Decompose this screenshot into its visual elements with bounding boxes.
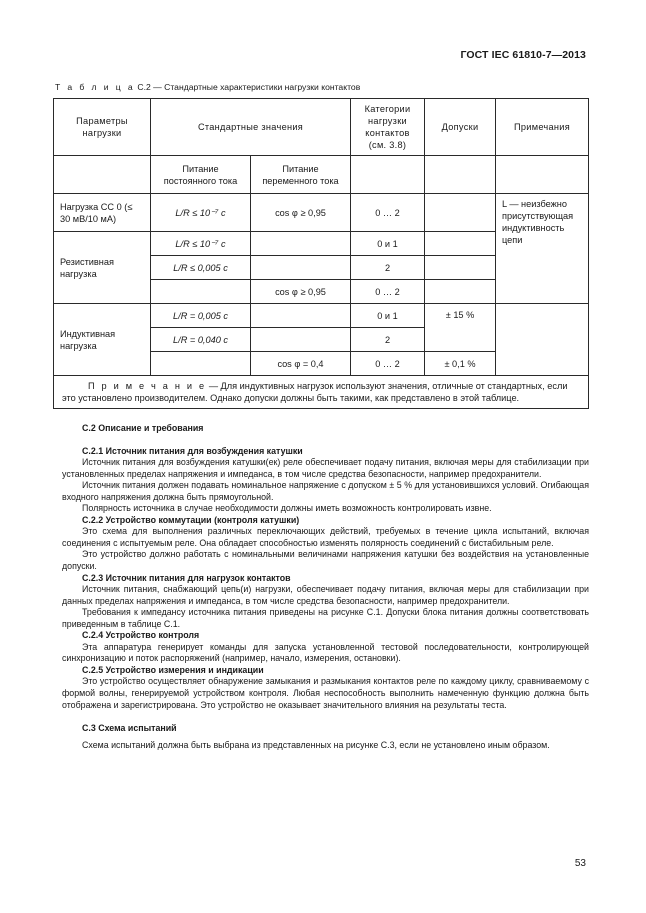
section-c25-title: С.2.5 Устройство измерения и индикации [82, 664, 264, 675]
cell-r7-ac: cos φ = 0,4 [251, 352, 351, 376]
cell-r7-tol: ± 0,1 % [425, 352, 496, 376]
cell-r6-cat: 2 [351, 328, 425, 352]
standard-header: ГОСТ IEC 61810-7—2013 [460, 49, 586, 61]
section-c24-title: С.2.4 Устройство контроля [82, 630, 200, 641]
document-body [62, 423, 589, 751]
table-row [54, 194, 589, 232]
header-categories: Категории нагрузки контактов (см. 3.8) [351, 99, 425, 156]
paragraph: Это устройство должно работать с номинальными величинами напряжения катушки без воздействия на установленные допуски. [62, 549, 589, 572]
cell-r6-dc: L/R = 0,040 с [151, 328, 251, 352]
paragraph: Источник питания, снабжающий цепь(и) нагрузки, обеспечивает подачу питания, включая меры для стабилизации при данных пределах напряжения и импеданса, в том числе средства безопасности, например предохранители. [62, 584, 589, 606]
paragraph: Эта аппаратура генерирует команды для запуска установленной тестовой последовательности, контролирующей синхронизацию и поток распоряжений (например, начало, измерения, остановки). [62, 641, 589, 664]
paragraph: Полярность источника в случае необходимости должны иметь возможность контролировать извне. [82, 503, 492, 514]
cell-r2-cat: 0 и 1 [351, 232, 425, 256]
page-number: 53 [574, 858, 586, 869]
cell-r5-tol: ± 15 % [425, 304, 496, 352]
paragraph: Это схема для выполнения различных переключающих действий, требуемых в течение цикла испытаний, включая соединения с испытуемым реле. Она обладает способностью изменять полярность соединений с бистабильным реле. [62, 526, 589, 548]
group-inductive: Индуктивная нагрузка [54, 304, 151, 376]
cell-r2-dc: L/R ≤ 10⁻⁷ с [151, 232, 251, 256]
cell-r3-cat: 2 [351, 256, 425, 280]
table-footnote [54, 376, 589, 409]
cell-r4-ac: cos φ ≥ 0,95 [251, 280, 351, 304]
section-c23-title: С.2.3 Источник питания для нагрузок контактов [82, 572, 291, 583]
paragraph: Требования к импедансу источника питания приведены на рисунке С.1. Допуски блока питания должны соответствовать приведенным в таблице С.1. [62, 607, 589, 629]
paragraph: Схема испытаний должна быть выбрана из представленных на рисунке С.3, если не установлено иным образом. [82, 739, 550, 750]
cell-r5-cat: 0 и 1 [351, 304, 425, 328]
cell-r4-cat: 0 … 2 [351, 280, 425, 304]
section-c3-title: С.3 Схема испытаний [82, 723, 177, 734]
table-row [54, 304, 589, 328]
caption-label: Т а б л и ц а [55, 82, 135, 92]
section-c2-title: С.2 Описание и требования [82, 423, 204, 433]
subheader-dc: Питание постоянного тока [151, 156, 251, 194]
table-subheader-row [54, 156, 589, 194]
paragraph: Это устройство осуществляет обнаружение замыкания и размыкания контактов реле по каждому циклу, сравниваемому с формой волны, генерируемой устройством контроля. Любая неспособность выполнить намеченную функцию должна быть отображена и зарегистрирована. Это устройство не оказывает значительного влияния на результаты теста. [62, 676, 589, 710]
paragraph: Источник питания должен подавать номинальное напряжение с допуском ± 5 % для установившихся условий. Огибающая входного напряжения должна быть прямоугольной. [62, 480, 589, 502]
cell-r1-ac: cos φ ≥ 0,95 [251, 194, 351, 232]
cell-r3-dc: L/R ≤ 0,005 с [151, 256, 251, 280]
load-characteristics-table [53, 98, 589, 409]
footnote-label: П р и м е ч а н и е [88, 381, 207, 391]
table-caption [55, 82, 360, 92]
group-dc-load: Нагрузка CC 0 (≤ 30 мВ/10 мА) [54, 194, 151, 232]
cell-r1-cat: 0 … 2 [351, 194, 425, 232]
cell-note: L — неизбежно присутствующая индуктивность цепи [496, 194, 589, 304]
paragraph: Источник питания для возбуждения катушки(ек) реле обеспечивает подачу питания, включая меры для стабилизации при установленных пределах напряжения и импеданса, в том числе средства безопасности, например предохранители. [62, 457, 589, 479]
caption-text: С.2 — Стандартные характеристики нагрузки контактов [135, 82, 361, 92]
section-c21-title: С.2.1 Источник питания для возбуждения катушки [82, 445, 303, 456]
section-c22-title: С.2.2 Устройство коммутации (контроля катушки) [82, 514, 300, 525]
footnote-text: — Для индуктивных нагрузок используют значения, отличные от стандартных, если это установлено производителем. Однако допуски должны быть такими, как представлено в этой таблице. [62, 381, 568, 403]
header-params: Параметры нагрузки [54, 99, 151, 156]
cell-r1-dc: L/R ≤ 10⁻⁷ с [151, 194, 251, 232]
cell-r5-dc: L/R = 0,005 с [151, 304, 251, 328]
header-standard-values: Стандартные значения [151, 99, 351, 156]
table-footnote-row [54, 376, 589, 409]
header-notes: Примечания [496, 99, 589, 156]
subheader-ac: Питание переменного тока [251, 156, 351, 194]
group-resistive: Резистивная нагрузка [54, 232, 151, 304]
header-tolerances: Допуски [425, 99, 496, 156]
table-header-row [54, 99, 589, 156]
cell-r7-cat: 0 … 2 [351, 352, 425, 376]
